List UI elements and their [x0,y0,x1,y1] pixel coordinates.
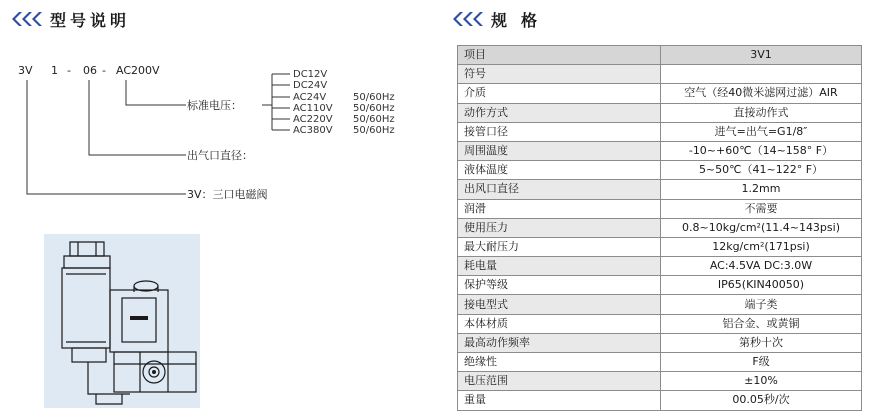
spec-value: 5~50℃（41~122° F） [661,161,862,180]
voltage-label: 标准电压： [187,99,242,112]
type-label: 3V：三口电磁阀 [187,188,268,201]
spec-row [458,180,862,199]
spec-label: 保护等级 [458,276,661,295]
spec-value: AC:4.5VA DC:3.0W [661,257,862,276]
spec-row [458,65,862,84]
frequency-option: 50/60Hz [353,92,395,103]
spec-value: 铝合金、或黄铜 [661,314,862,333]
spec-label: 重量 [458,391,661,410]
frequency-option: 50/60Hz [353,125,395,136]
leader-lines [0,0,300,210]
spec-value: 不需要 [661,199,862,218]
voltage-option: AC110V [293,103,333,114]
spec-table [457,45,862,411]
spec-row [458,199,862,218]
spec-label: 液体温度 [458,161,661,180]
spec-label: 耗电量 [458,257,661,276]
voltage-option: DC12V [293,69,328,80]
specification-title: 规格 [491,10,552,30]
solenoid-valve-illustration [44,234,200,408]
port-label: 出气口直径： [187,149,253,162]
spec-label: 最高动作频率 [458,333,661,352]
voltage-option: AC220V [293,114,333,125]
code-dash: - [67,64,71,77]
spec-value: 空气（经40微米滤网过滤）AIR [661,84,862,103]
spec-row [458,122,862,141]
spec-label: 符号 [458,65,661,84]
spec-row [458,237,862,256]
spec-value: 3V1 [661,46,862,65]
code-dash: - [102,64,106,77]
spec-row [458,103,862,122]
spec-value: 进气=出气=G1/8″ [661,122,862,141]
spec-value: 00.05秒/次 [661,391,862,410]
spec-value: 第秒十次 [661,333,862,352]
spec-label: 动作方式 [458,103,661,122]
spec-row [458,161,862,180]
spec-label: 周围温度 [458,141,661,160]
triple-chevron-icon [451,11,485,27]
spec-value: 直接动作式 [661,103,862,122]
spec-value [661,65,862,84]
spec-row [458,391,862,410]
spec-row [458,295,862,314]
frequency-option: 50/60Hz [353,103,395,114]
spec-row [458,46,862,65]
spec-label: 项目 [458,46,661,65]
spec-label: 接电型式 [458,295,661,314]
spec-row [458,84,862,103]
spec-label: 本体材质 [458,314,661,333]
spec-row [458,257,862,276]
spec-value: 端子类 [661,295,862,314]
spec-value: 0.8~10kg/cm²(11.4~143psi) [661,218,862,237]
spec-value: ±10% [661,372,862,391]
spec-label: 电压范围 [458,372,661,391]
spec-row [458,333,862,352]
code-position: 1 [51,64,58,77]
code-voltage: AC200V [116,64,160,77]
spec-label: 使用压力 [458,218,661,237]
code-port: 06 [83,64,97,77]
voltage-option: AC24V [293,92,327,103]
spec-label: 介质 [458,84,661,103]
specification-header [451,9,551,29]
spec-label: 最大耐压力 [458,237,661,256]
model-explanation-title: 型号说明 [50,10,131,30]
spec-label: 绝缘性 [458,353,661,372]
spec-value: IP65(KIN40050) [661,276,862,295]
spec-row [458,141,862,160]
spec-label: 出风口直径 [458,180,661,199]
spec-row [458,372,862,391]
spec-row [458,218,862,237]
spec-label: 接管口径 [458,122,661,141]
voltage-option: AC380V [293,125,333,136]
spec-value: 1.2mm [661,180,862,199]
spec-row [458,276,862,295]
spec-value: F级 [661,353,862,372]
code-series: 3V [18,64,33,77]
voltage-option: DC24V [293,80,328,91]
solenoid-valve-drawing [44,234,200,408]
spec-value: 12kg/cm²(171psi) [661,237,862,256]
spec-row [458,353,862,372]
spec-row [458,314,862,333]
spec-value: -10~+60℃（14~158° F） [661,141,862,160]
frequency-option: 50/60Hz [353,114,395,125]
spec-label: 润滑 [458,199,661,218]
